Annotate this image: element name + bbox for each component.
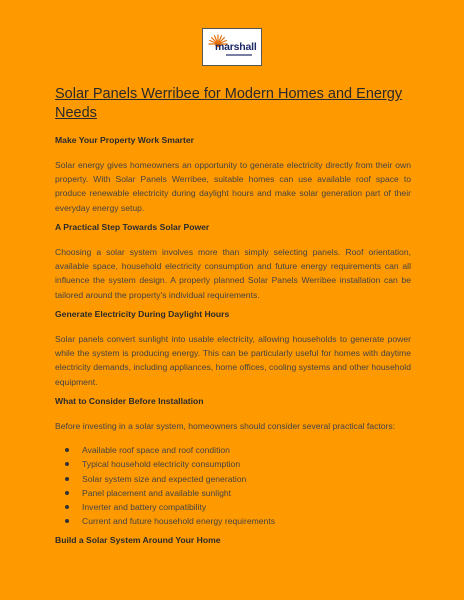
- list-item: Available roof space and roof condition: [55, 443, 411, 457]
- list-item: Inverter and battery compatibility: [55, 500, 411, 514]
- considerations-list: [55, 443, 411, 528]
- section-heading: A Practical Step Towards Solar Power: [55, 222, 210, 232]
- list-item: Solar system size and expected generation: [55, 472, 411, 486]
- section-heading: Generate Electricity During Daylight Hours: [55, 309, 230, 319]
- list-item: Panel placement and available sunlight: [55, 486, 411, 500]
- section-daylight: [55, 309, 411, 389]
- logo: [202, 28, 262, 66]
- section-body: Solar energy gives homeowners an opportunity to generate electricity directly from their own property. With Solar Panels Werribee, suitable homes can use available roof space to produce renewable electricity during daylight hours and make solar generation part of their everyday energy setup.: [55, 160, 411, 213]
- section-body: Before investing in a solar system, homeowners should consider several practical factors:: [55, 421, 396, 431]
- logo-inner: [206, 32, 258, 62]
- section-body: Solar panels convert sunlight into usable electricity, allowing households to generate power while the system is producing energy. This can be particularly useful for homes with daytime electricity demands, including appliances, home offices, cooling systems and other household equipment.: [55, 334, 411, 387]
- logo-text: marshall: [215, 41, 257, 53]
- section-make-smarter: [55, 135, 411, 215]
- logo-underline: [226, 54, 252, 56]
- section-heading: Build a Solar System Around Your Home: [55, 535, 221, 545]
- list-item: Typical household electricity consumption: [55, 457, 411, 471]
- list-item: Current and future household energy requirements: [55, 514, 411, 528]
- section-build-system: [55, 535, 411, 546]
- section-heading: What to Consider Before Installation: [55, 396, 204, 406]
- section-body: Choosing a solar system involves more than simply selecting panels. Roof orientation, available space, household electricity consumption and future energy requirements can all influence the system design. A properly planned Solar Panels Werribee installation can be tailored around the property's individual requirements.: [55, 247, 411, 300]
- section-before-installation: [55, 396, 411, 528]
- page-title: Solar Panels Werribee for Modern Homes and Energy Needs: [55, 86, 403, 121]
- section-heading: Make Your Property Work Smarter: [55, 135, 194, 145]
- section-practical-step: [55, 222, 411, 302]
